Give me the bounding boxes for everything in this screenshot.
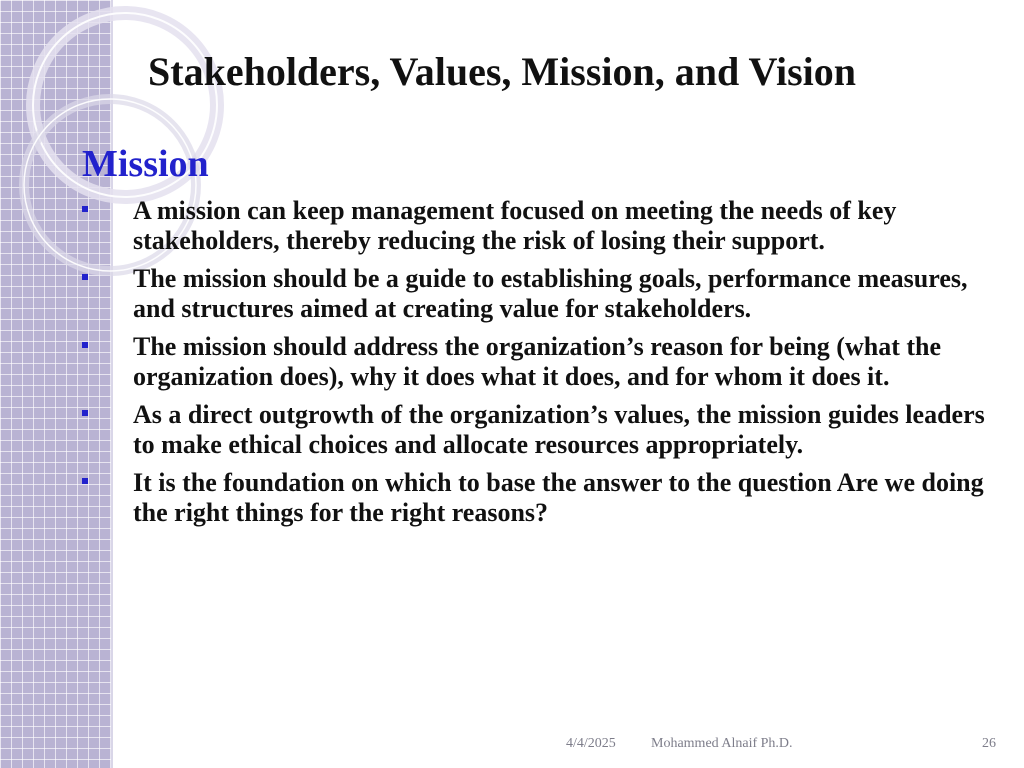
square-bullet-icon <box>82 410 88 416</box>
bullet-item <box>80 264 985 324</box>
bullet-text: The mission should address the organization’s reason for being (what the organization does), why it does what it does, and for whom it does it. <box>133 332 942 391</box>
bullet-item <box>80 400 985 460</box>
square-bullet-icon <box>82 274 88 280</box>
bullet-item <box>80 332 985 392</box>
bullet-text: The mission should be a guide to establishing goals, performance measures, and structures aimed at creating value for stakeholders. <box>133 264 968 323</box>
bullet-list <box>80 196 985 536</box>
square-bullet-icon <box>82 478 88 484</box>
square-bullet-icon <box>82 342 88 348</box>
bullet-text: As a direct outgrowth of the organization’s values, the mission guides leaders to make ethical choices and allocate resources appropriately. <box>133 400 985 459</box>
bullet-text: A mission can keep management focused on meeting the needs of key stakeholders, thereby reducing the risk of losing their support. <box>133 196 897 255</box>
bullet-text: It is the foundation on which to base the answer to the question Are we doing the right things for the right reasons? <box>133 468 984 527</box>
square-bullet-icon <box>82 206 88 212</box>
footer-date: 4/4/2025 <box>566 736 616 751</box>
page-number: 26 <box>982 736 996 751</box>
bullet-item <box>80 196 985 256</box>
bullet-item <box>80 468 985 528</box>
footer-author: Mohammed Alnaif Ph.D. <box>651 736 793 751</box>
section-heading: Mission <box>82 143 209 185</box>
slide-title: Stakeholders, Values, Mission, and Vision <box>148 49 856 94</box>
